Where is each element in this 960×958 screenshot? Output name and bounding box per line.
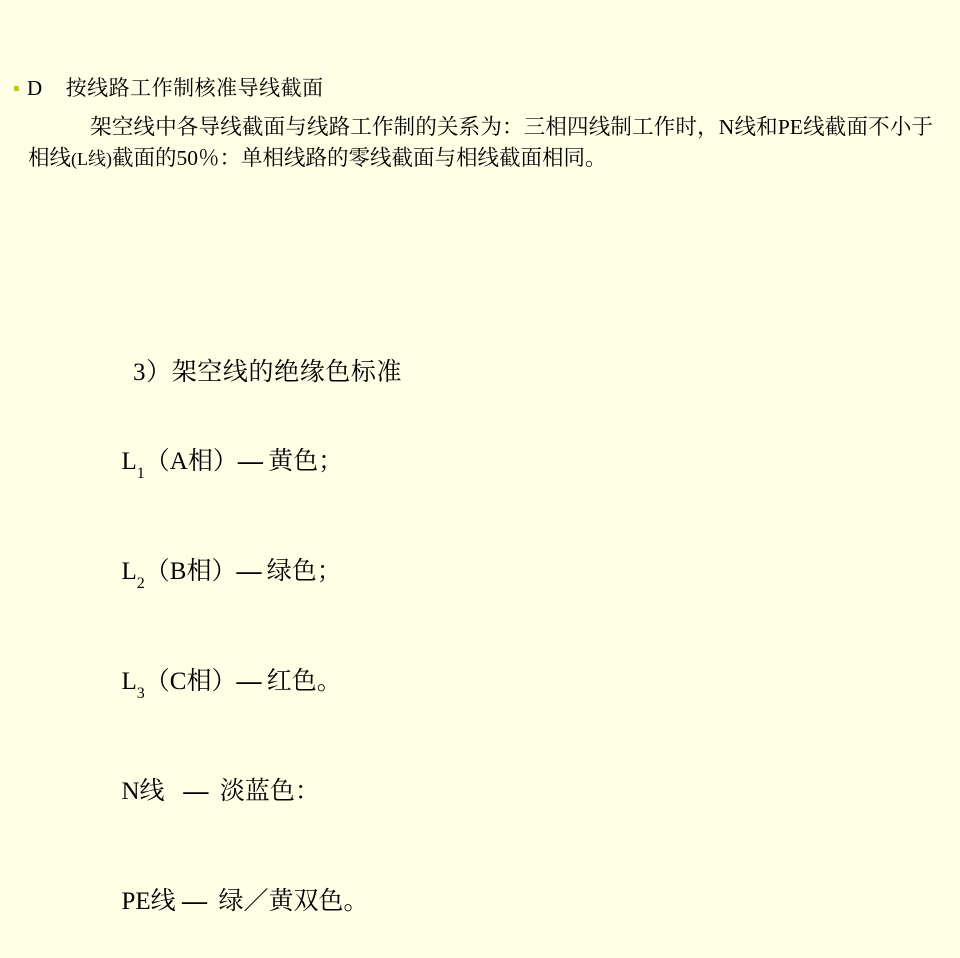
- paragraph-small-note: (L线): [71, 148, 112, 169]
- list-item: [84, 628, 368, 738]
- conductor-label: L: [121, 448, 137, 475]
- dash-separator: —: [236, 558, 261, 586]
- conductor-color-value: 绿色；: [266, 558, 342, 586]
- conductor-phase: （B相）: [144, 558, 237, 586]
- bullet-dot-icon: [14, 86, 19, 91]
- paragraph-part-1: 架空线中各导线截面与线路工作制的关系为：三相四线制工作时，N线和PE线截面不小于相线: [28, 115, 933, 170]
- conductor-color-value: 绿／黄双色。: [212, 888, 369, 916]
- conductor-phase: [165, 778, 184, 805]
- section-title: 3）架空线的绝缘色标准: [133, 359, 403, 386]
- conductor-label: N线: [121, 778, 165, 806]
- body-paragraph: [28, 112, 933, 173]
- conductor-phase: （C相）: [144, 668, 237, 696]
- dash-separator: —: [237, 448, 262, 475]
- heading-marker: D: [27, 76, 43, 100]
- conductor-label: L: [121, 558, 137, 586]
- heading-spacer: [43, 76, 66, 101]
- conductor-subscript: 1: [136, 465, 145, 482]
- paragraph-part-2: 截面的50％：单相线路的零线截面与相线截面相同。: [112, 145, 607, 170]
- conductor-color-value: 淡蓝色：: [213, 778, 320, 806]
- conductor-phase: （A相）: [144, 448, 238, 475]
- dash-separator: —: [236, 668, 261, 696]
- list-item: [84, 518, 368, 628]
- heading-text: 按线路工作制核准导线截面: [65, 76, 324, 100]
- list-item: [84, 848, 368, 958]
- conductor-color-value: 黄色；: [268, 448, 344, 475]
- list-item: [84, 738, 368, 848]
- conductor-subscript: 2: [136, 575, 145, 593]
- conductor-label: L: [121, 668, 137, 696]
- conductor-color-value: 红色。: [266, 668, 342, 696]
- dash-separator: —: [181, 888, 206, 916]
- list-item: [84, 408, 368, 518]
- heading-bullet-row: [14, 76, 324, 101]
- conductor-label: PE线: [121, 888, 176, 916]
- dash-separator: —: [183, 778, 208, 806]
- color-standard-list: [84, 408, 368, 958]
- conductor-subscript: 3: [136, 685, 145, 703]
